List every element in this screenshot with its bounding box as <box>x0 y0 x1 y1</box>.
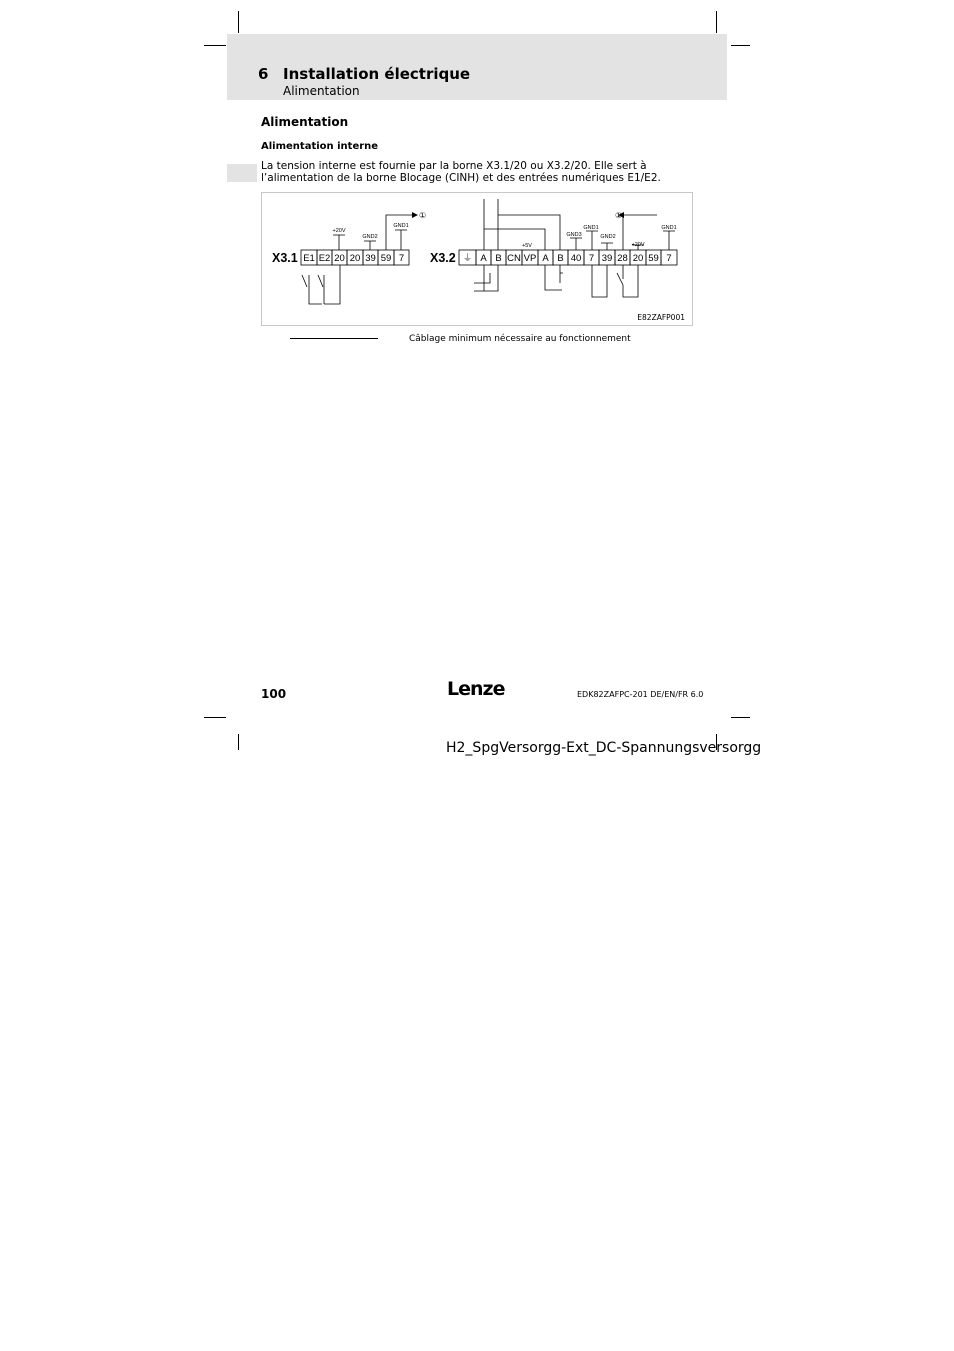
crop-mark <box>716 11 717 33</box>
x31-potential: +20V <box>332 228 346 234</box>
x31-terminal: 39 <box>365 253 376 264</box>
x32-terminal: A <box>480 253 487 264</box>
wiring-diagram-svg <box>262 193 694 327</box>
x32-potential: GND2 <box>600 234 616 240</box>
chapter-number: 6 <box>258 65 269 83</box>
chapter-subtitle: Alimentation <box>283 84 360 98</box>
x32-terminal: VP <box>523 253 537 264</box>
x32-potential: GND3 <box>566 232 582 238</box>
caption-rule <box>290 338 378 339</box>
x32-terminal: 20 <box>632 253 644 264</box>
x32-terminal: CN <box>507 253 521 264</box>
x32-terminal: B <box>495 253 502 264</box>
document-code: EDK82ZAFPC-201 DE/EN/FR 6.0 <box>577 690 704 699</box>
x31-terminal: 59 <box>380 253 392 264</box>
x32-terminal: 28 <box>617 253 628 264</box>
x32-terminal-strip <box>459 250 677 265</box>
x31-note-marker: ① <box>419 211 427 220</box>
figure-caption: Câblage minimum nécessaire au fonctionnement <box>409 334 631 344</box>
x32-potential: +5V <box>522 243 532 249</box>
x31-terminal: E1 <box>303 253 315 264</box>
wiring-diagram <box>261 192 693 326</box>
x32-terminal: A <box>542 253 549 264</box>
section-subheading: Alimentation interne <box>261 141 379 152</box>
side-marker <box>227 164 257 182</box>
figure-id: E82ZAFP001 <box>637 313 685 322</box>
x32-terminal: B <box>557 253 564 264</box>
x32-terminal: 39 <box>601 253 613 264</box>
crop-mark <box>204 45 226 46</box>
x32-label: X3.2 <box>430 251 456 265</box>
crop-mark <box>238 734 239 750</box>
x31-terminal: 20 <box>334 253 345 264</box>
x32-terminal: 7 <box>666 253 672 264</box>
crop-mark <box>731 45 750 46</box>
page-number: 100 <box>261 687 287 701</box>
file-note: H2_SpgVersorgg-Ext_DC-Spannungsversorgg <box>446 740 762 756</box>
x31-terminal: 20 <box>349 253 361 264</box>
x31-terminal: E2 <box>318 253 331 264</box>
x32-potential: GND1 <box>583 225 599 231</box>
crop-mark <box>731 717 750 718</box>
section-heading: Alimentation <box>261 115 349 129</box>
crop-mark <box>238 11 239 33</box>
x31-potential: GND2 <box>362 234 378 240</box>
x32-terminal: 40 <box>570 253 582 264</box>
x32-terminal: 7 <box>588 253 595 264</box>
chapter-title: Installation électrique <box>283 65 471 83</box>
lenze-logo: Lenze <box>447 678 505 700</box>
x31-potential: GND1 <box>393 223 409 229</box>
body-paragraph: La tension interne est fournie par la borne X3.1/20 ou X3.2/20. Elle sert à l’alimentation de la borne Blocage (CINH) et des entrées numériques E1/E2. <box>261 160 661 184</box>
x32-terminal: 59 <box>648 253 659 264</box>
x32-potential: GND1 <box>661 225 677 231</box>
x31-label: X3.1 <box>272 251 298 265</box>
x32-terminal: ⏚ <box>462 253 473 264</box>
x32-potential: +20V <box>631 242 645 248</box>
x31-terminal: 7 <box>398 253 405 264</box>
x32-note-marker: ① <box>615 211 623 220</box>
crop-mark <box>204 717 226 718</box>
